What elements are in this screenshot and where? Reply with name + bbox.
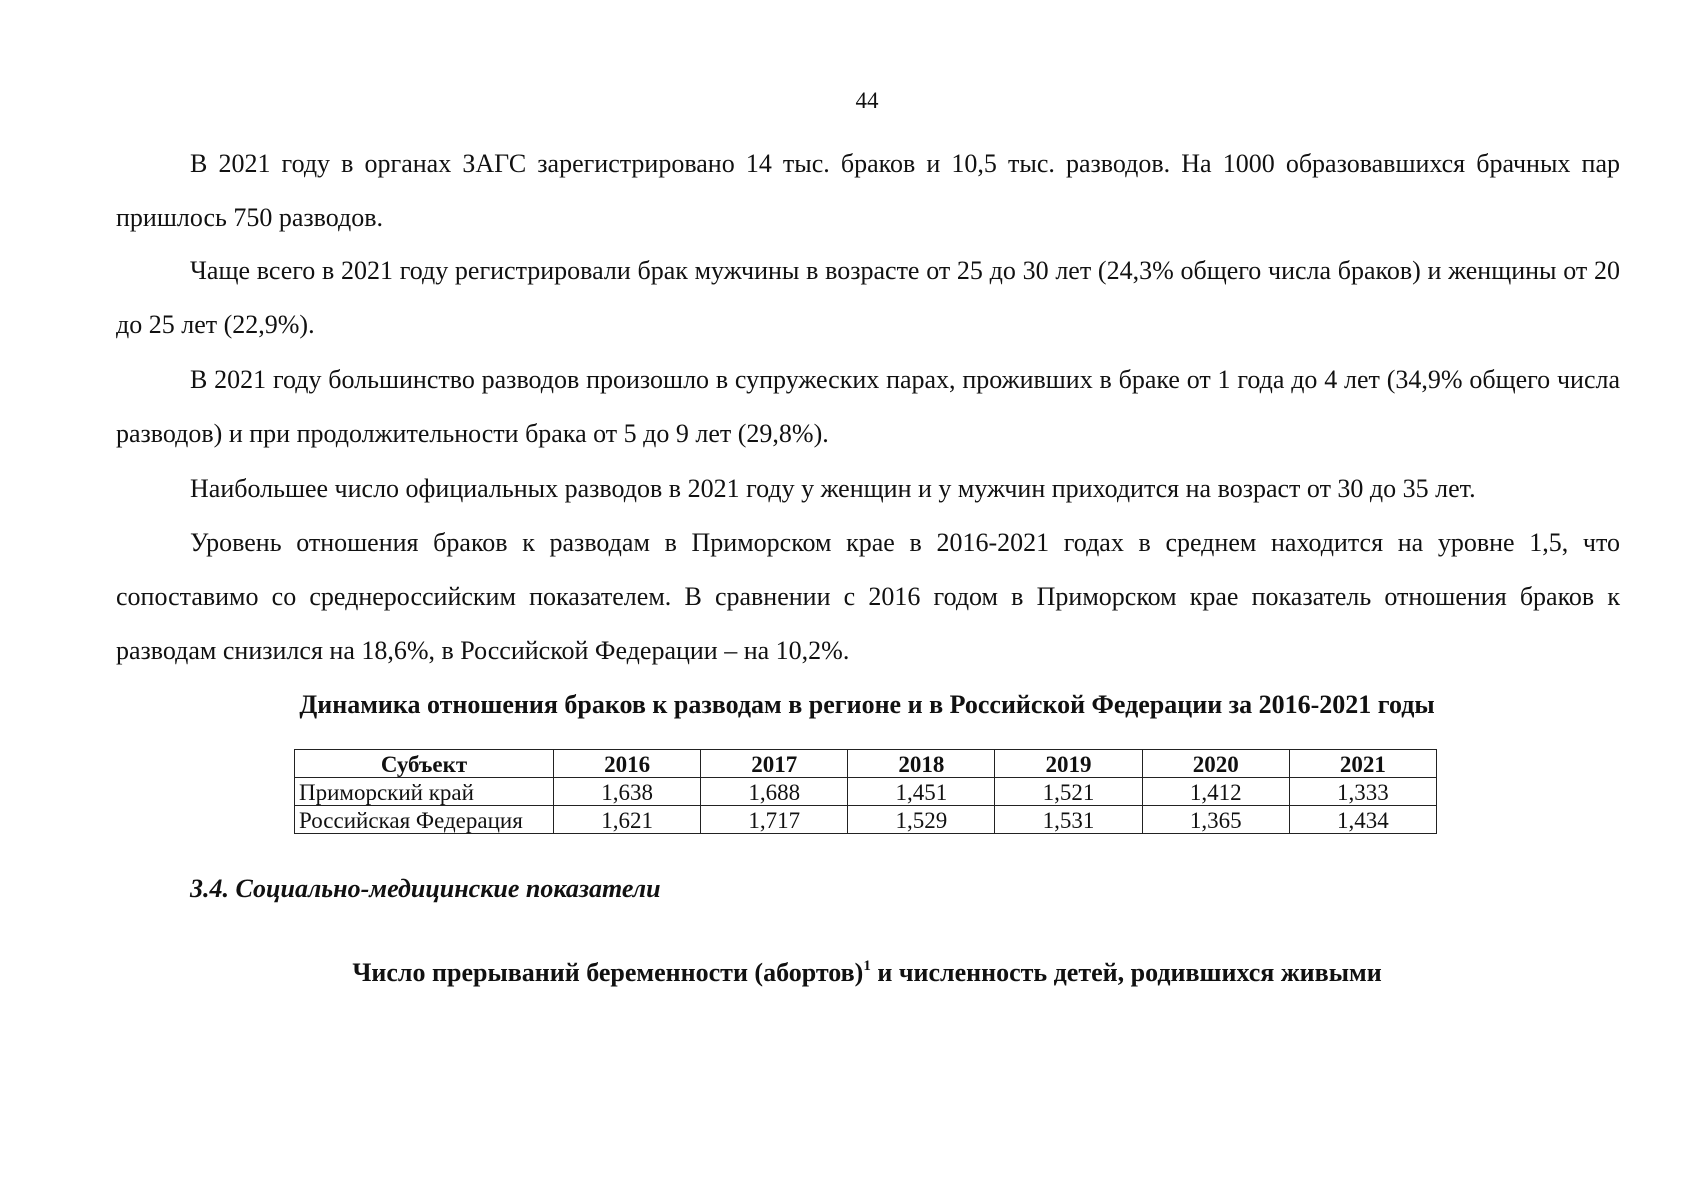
paragraph-divorce-duration: В 2021 году большинство разводов произошло в супружеских парах, проживших в браке от 1 года до 4 лет (34,9% общего числа разводов) и при продолжительности брака от 5 до 9 лет (29,8%). (116, 365, 1620, 448)
table-header-row (295, 750, 1437, 778)
page-number: 44 (855, 88, 879, 113)
sub-heading-text-rest: и численность детей, родившихся живыми (870, 958, 1382, 987)
table-cell: 1,434 (1289, 806, 1436, 834)
table-cell: 1,638 (554, 778, 701, 806)
table-cell: 1,717 (701, 806, 848, 834)
section-heading: 3.4. Социально-медицинские показатели (190, 874, 661, 903)
column-header-2019: 2019 (995, 750, 1142, 778)
table-cell: 1,621 (554, 806, 701, 834)
column-header-2020: 2020 (1142, 750, 1289, 778)
table-row (295, 806, 1437, 834)
column-header-subject: Субъект (295, 750, 554, 778)
table-title: Динамика отношения браков к разводам в регионе и в Российской Федерации за 2016-2021 годы (299, 690, 1435, 719)
column-header-2018: 2018 (848, 750, 995, 778)
table-cell: 1,412 (1142, 778, 1289, 806)
marriage-divorce-ratio-table (294, 749, 1437, 834)
table-cell: 1,531 (995, 806, 1142, 834)
paragraph-marriages-divorces: В 2021 году в органах ЗАГС зарегистрировано 14 тыс. браков и 10,5 тыс. разводов. На 1000 образовавшихся брачных пар пришлось 750 разводов. (116, 149, 1620, 232)
column-header-2021: 2021 (1289, 750, 1436, 778)
table-cell: 1,688 (701, 778, 848, 806)
column-header-2016: 2016 (554, 750, 701, 778)
table-cell: 1,365 (1142, 806, 1289, 834)
sub-heading-text: Число прерываний беременности (абортов) (352, 958, 864, 987)
footnote-marker: 1 (863, 958, 871, 974)
table-cell: 1,529 (848, 806, 995, 834)
paragraph-marriage-age: Чаще всего в 2021 году регистрировали брак мужчины в возрасте от 25 до 30 лет (24,3% общего числа браков) и женщины от 20 до 25 лет (22,9%). (116, 256, 1620, 339)
sub-heading (0, 958, 1701, 988)
column-header-2017: 2017 (701, 750, 848, 778)
table-row (295, 778, 1437, 806)
table-cell: 1,521 (995, 778, 1142, 806)
table-cell: 1,333 (1289, 778, 1436, 806)
table-cell-subject: Приморский край (295, 778, 554, 806)
paragraph-divorce-age: Наибольшее число официальных разводов в 2021 году у женщин и у мужчин приходится на возраст от 30 до 35 лет. (190, 474, 1476, 503)
table-cell: 1,451 (848, 778, 995, 806)
table-cell-subject: Российская Федерация (295, 806, 554, 834)
paragraph-ratio-level: Уровень отношения браков к разводам в Приморском крае в 2016-2021 годах в среднем находится на уровне 1,5, что сопоставимо со среднероссийским показателем. В сравнении с 2016 годом в Приморском крае показатель отношения браков к разводам снизился на 18,6%, в Российской Федерации – на 10,2%. (116, 528, 1620, 665)
